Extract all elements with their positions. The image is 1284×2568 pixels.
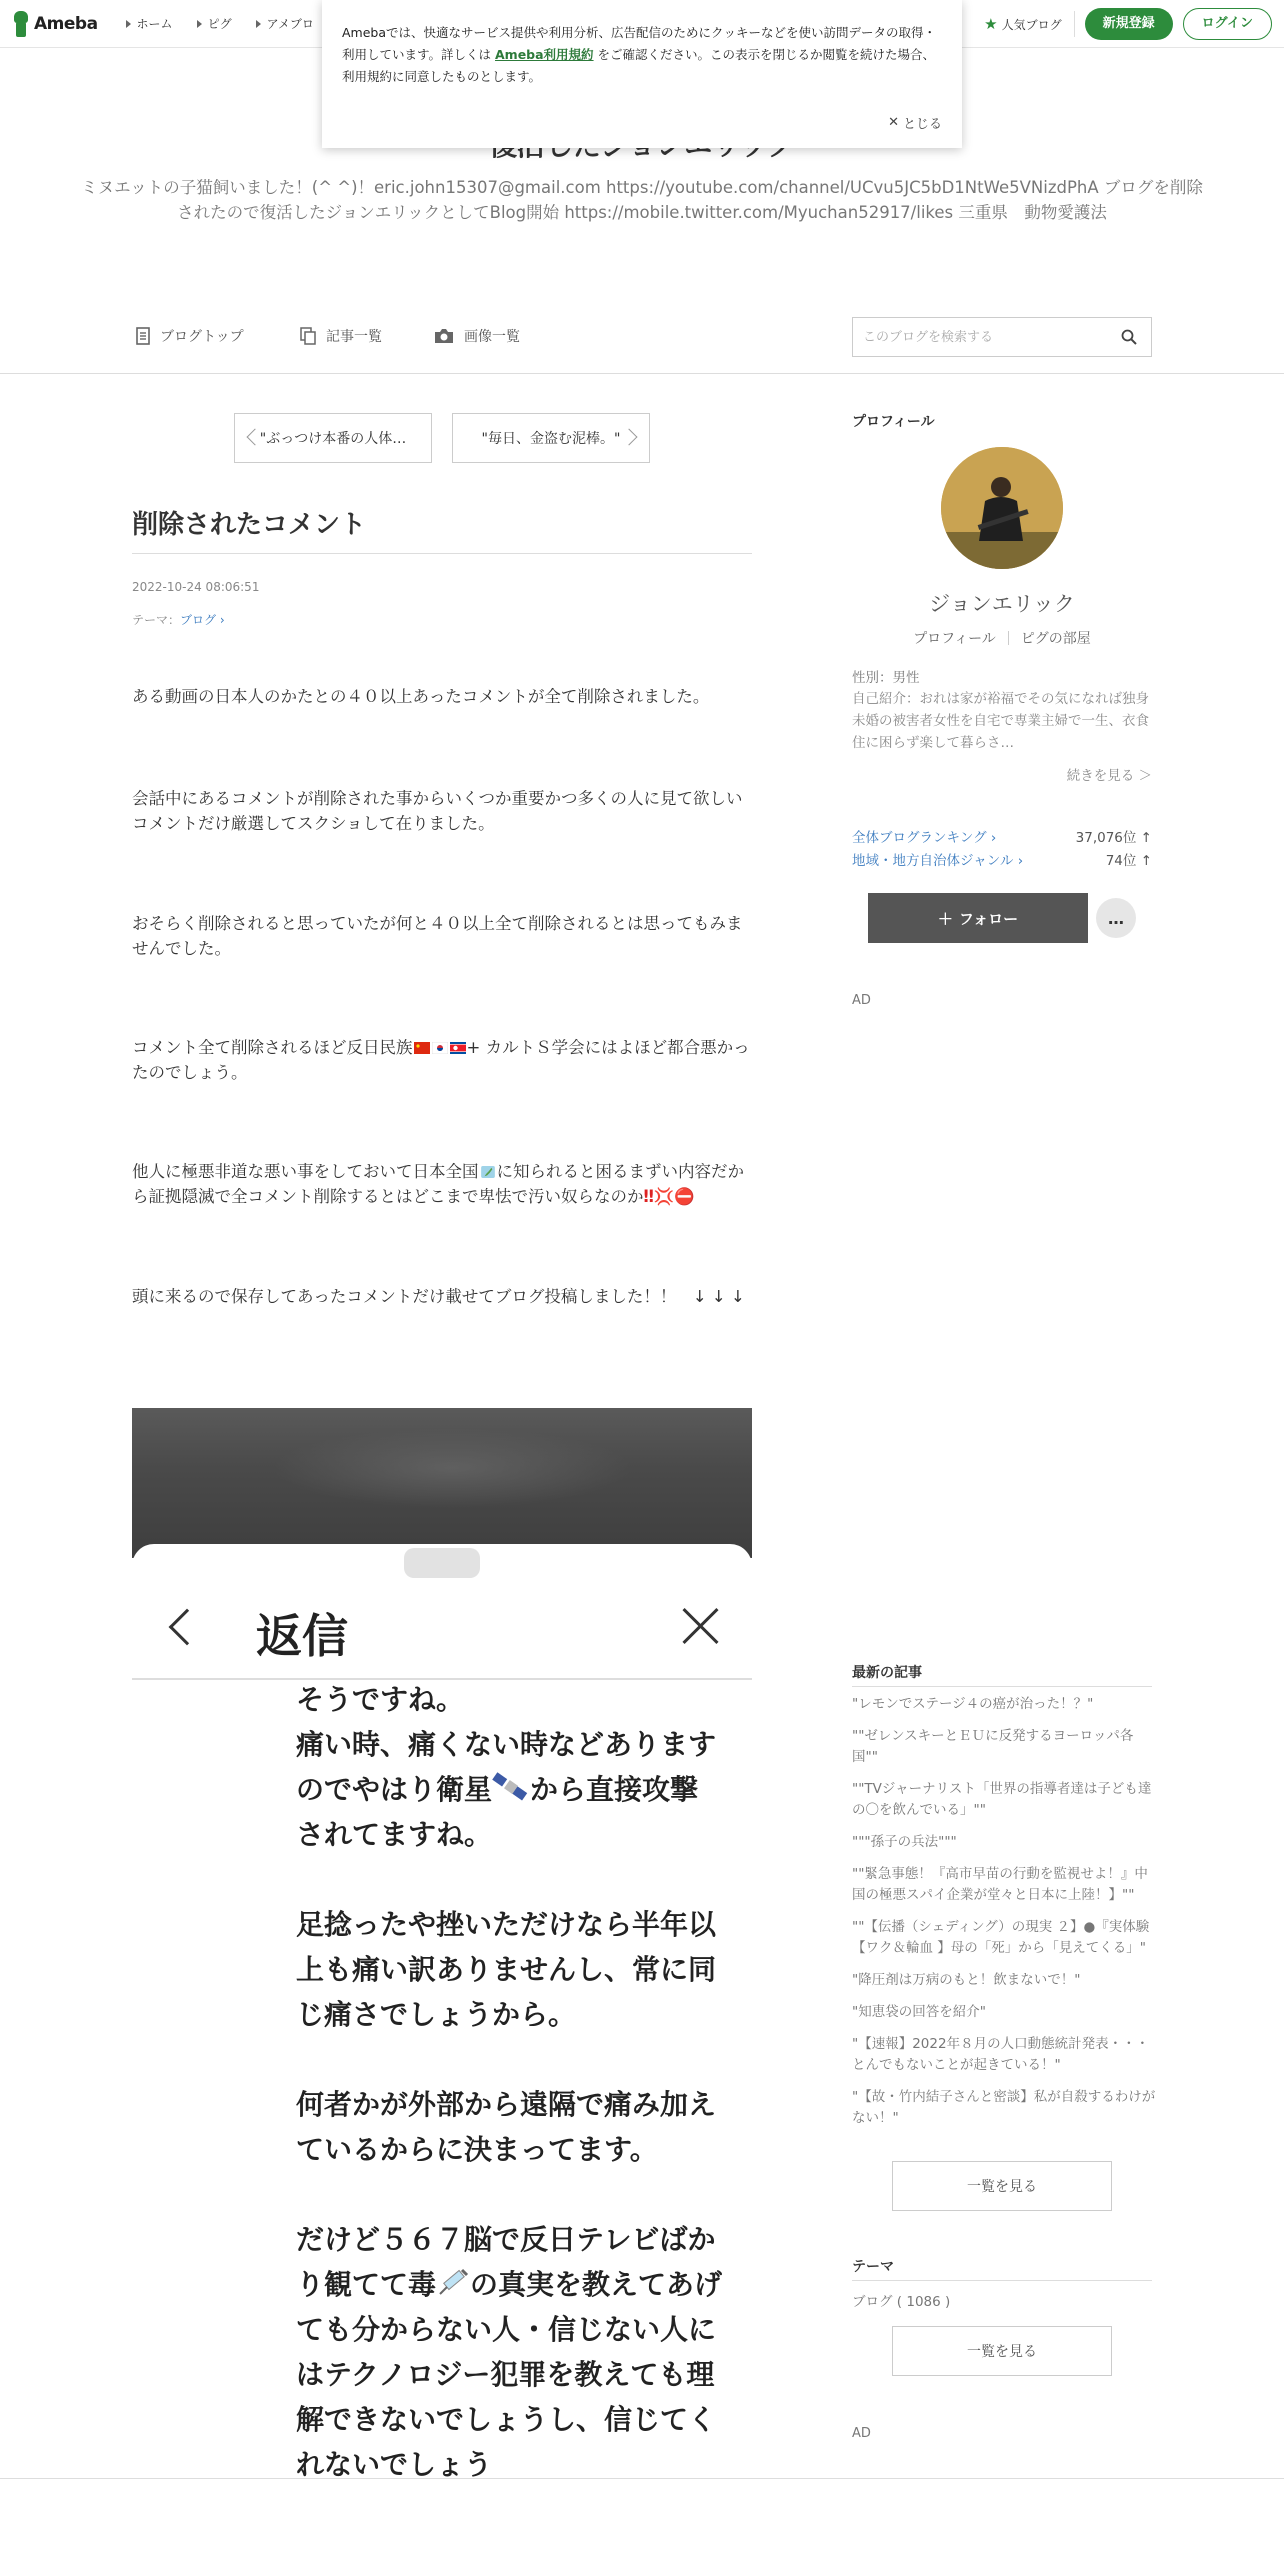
triangle-icon — [197, 20, 202, 28]
article-paragraph: 他人に極悪非道な悪い事をしておいて日本全国 に知られると困るまずい内容だから証拠隠滅で全コメント削除するとはどこまで卑怯で汚い奴らなのか‼💢⛔ — [132, 1162, 744, 1206]
ad-label: AD — [852, 993, 871, 1008]
gnav-link-ameblo[interactable]: アメブロ — [246, 15, 328, 32]
gnav-right — [984, 8, 1272, 40]
article-paragraph: おそらく削除されると思っていたが何と４０以上全て削除されるとは思ってもみませんでした。 — [132, 914, 743, 958]
reply-sheet — [132, 1544, 752, 2478]
theme-heading: テーマ — [852, 2259, 894, 2275]
next-article-button[interactable]: "毎日、金盗む泥棒。" — [452, 413, 650, 463]
login-button[interactable]: ログイン — [1183, 8, 1272, 40]
chevron-right-icon: › — [216, 613, 225, 627]
article-title[interactable]: 削除されたコメント — [132, 510, 367, 540]
back-arrow-icon — [169, 1609, 206, 1646]
recent-article-item[interactable]: ""ゼレンスキーとＥＵに反発するヨーロッパ各国"" — [852, 1728, 1134, 1765]
title-divider — [132, 553, 752, 554]
ameba-logo[interactable] — [12, 11, 98, 37]
recent-article-item[interactable]: "降圧剤は万病のもと！飲まないで！" — [852, 1972, 1081, 1988]
avatar[interactable] — [941, 447, 1063, 569]
profile-intro: 自己紹介：おれは家が裕福でその気になれば独身未婚の被害者女性を自宅で専業主婦で一生、衣食住に困らず楽して暮らさ… — [852, 691, 1149, 751]
double-exclamation-icon: ‼ — [643, 1187, 654, 1206]
prev-article-button[interactable]: "ぶっつけ本番の人体… — [234, 413, 432, 463]
chevron-right-icon: › — [986, 830, 997, 846]
korea-flag-icon — [432, 1042, 448, 1054]
recent-article-item[interactable]: ""緊急事態！『高市早苗の行動を監視せよ！』中国の極悪スパイ企業が堂々と日本に上陸！】"" — [852, 1866, 1148, 1903]
camera-icon — [434, 328, 454, 344]
article-paragraph: 頭に来るので保存してあったコメントだけ載せてブログ投稿しました！！ ↓ ↓ ↓ — [132, 1287, 745, 1306]
recent-article-item[interactable]: "【速報】2022年８月の人口動態統計発表・・・とんでもないことが起きている！" — [852, 2036, 1150, 2073]
chevron-right-icon: › — [1013, 853, 1024, 869]
gnav-link-home[interactable]: ホーム — [116, 15, 187, 32]
recent-article-item[interactable]: """孫子の兵法""" — [852, 1834, 957, 1850]
register-button[interactable]: 新規登録 — [1085, 8, 1173, 40]
terms-link[interactable]: Ameba利用規約 — [495, 47, 594, 62]
article-image[interactable] — [132, 1408, 752, 2478]
theme-link[interactable]: ブログ — [180, 613, 217, 627]
plus-icon: ＋ — [937, 909, 953, 928]
article-paragraph: ある動画の日本人のかたとの４０以上あったコメントが全て削除されました。 — [132, 687, 710, 706]
recent-article-item[interactable]: "知恵袋の回答を紹介" — [852, 2004, 986, 2020]
theme-item[interactable]: ブログ ( 1086 ) — [852, 2294, 951, 2310]
chevron-right-icon — [621, 429, 638, 446]
article-theme: テーマ：ブログ › — [132, 613, 225, 627]
profile-heading: プロフィール — [852, 414, 935, 430]
recent-heading: 最新の記事 — [852, 1665, 922, 1681]
cookie-close-button[interactable]: ✕ とじる — [888, 115, 942, 132]
recent-list-button[interactable]: 一覧を見る — [892, 2161, 1112, 2211]
profile-link[interactable]: プロフィール — [913, 631, 996, 647]
ranking-region[interactable]: 地域・地方自治体ジャンル › 74位 ↑ — [852, 853, 1152, 869]
ranking-all[interactable]: 全体ブログランキング › 37,076位 ↑ — [852, 830, 1152, 846]
article-paragraph: コメント全て削除されるほど反日民族 + カルトＳ学会にはよほど都合悪かったのでしょう。 — [132, 1038, 750, 1082]
no-entry-icon: ⛔ — [674, 1187, 695, 1206]
triangle-icon — [256, 20, 261, 28]
recent-article-item[interactable]: "レモンでステージ４の癌が治った！？" — [852, 1696, 1094, 1712]
anger-icon: 💢 — [653, 1187, 675, 1206]
bottom-divider — [0, 2478, 1284, 2479]
recent-article-item[interactable]: ""【伝播（シェディング）の現実 ２】●『実体験【ワク＆輪血 】母の「死」から「見えてくる」" — [852, 1919, 1150, 1956]
recent-divider — [852, 1686, 1152, 1687]
pig-room-link[interactable]: ピグの部屋 — [1020, 631, 1091, 647]
blog-search — [852, 317, 1152, 357]
profile-sex: 性別：男性 — [852, 670, 920, 686]
article-list-link[interactable]: 記事一覧 — [300, 326, 382, 346]
article-paragraph: 会話中にあるコメントが削除された事からいくつか重要かつ多くの人に見て欲しいコメントだけ厳選してスクショして在りました。 — [132, 789, 743, 833]
triangle-icon — [126, 20, 131, 28]
china-flag-icon — [414, 1042, 430, 1054]
profile-links — [852, 628, 1152, 648]
search-input[interactable] — [863, 330, 1113, 345]
ad-label: AD — [852, 2426, 871, 2441]
ameba-logo-icon — [12, 11, 30, 37]
north-korea-flag-icon — [450, 1042, 466, 1054]
search-icon[interactable] — [1121, 329, 1137, 345]
gnav-links — [116, 15, 328, 32]
blog-top-link[interactable]: ブログトップ — [136, 326, 244, 346]
close-icon — [680, 1606, 720, 1646]
recent-article-item[interactable]: ""TVジャーナリスト「世界の指導者達は子ども達の〇を飲んでいる」"" — [852, 1781, 1152, 1818]
satellite-icon — [492, 1771, 530, 1803]
popular-blog-link[interactable]: ★ 人気ブログ — [984, 11, 1074, 37]
read-more-link[interactable]: 続きを見る ＞ — [1066, 768, 1152, 784]
syringe-icon — [436, 2266, 470, 2298]
cookie-text: Amebaでは、快適なサービス提供や利用分析、広告配信のためにクッキーなどを使い訪問データの取得・利用しています。詳しくは Ameba利用規約 をご確認ください。この表示を閉じるか閲覧を続けた場合、利用規約に同意したものとします。 — [342, 25, 937, 84]
recent-article-item[interactable]: "【故・竹内結子さんと密談】私が自殺するわけがない！" — [852, 2089, 1156, 2126]
star-icon: ★ — [984, 15, 998, 33]
gnav-link-pig[interactable]: ピグ — [187, 15, 246, 32]
copy-icon — [300, 327, 316, 345]
recent-articles-list — [852, 1694, 1157, 2140]
profile-name[interactable]: ジョンエリック — [929, 592, 1075, 616]
reply-comment-text: そうですね。 痛い時、痛くない時などありますのでやはり衛星 から直接攻撃されてますね。 足捻ったや挫いただけなら半年以上も痛い訳ありませんし、常に同じ痛さでしょうから。 何者かが外部から遠隔で痛み加えているからに決まってます。 だけど５６７脳で反日テレビばかり観てて毒 の真実を教えてあげても分からない人・信じない人にはテクノロジー犯罪を教えても理解できないでしょうし、信じてくれないでしょう — [296, 1683, 723, 2478]
document-icon — [136, 327, 150, 345]
avatar-image — [941, 447, 1063, 569]
more-options-button[interactable]: … — [1096, 898, 1136, 938]
japan-map-icon — [480, 1166, 496, 1178]
follow-button[interactable]: ＋ フォロー — [868, 893, 1088, 943]
theme-list-button[interactable]: 一覧を見る — [892, 2326, 1112, 2376]
image-list-link[interactable]: 画像一覧 — [434, 326, 520, 346]
blog-description: ミヌエットの子猫飼いました！(^ ^)！eric.john15307@gmail.com https://youtube.com/channel/UCvu5JC5bD1NtWe5VNizdPhA ブログを削除されたので復活したジョンエリックとしてBlog開始 https://mobile.twitter.com/Myuchan52917/likes 三重県 動物愛護法 — [81, 178, 1203, 222]
theme-divider — [852, 2280, 1152, 2281]
article-date: 2022-10-24 08:06:51 — [132, 580, 260, 594]
sheet-handle — [404, 1548, 480, 1578]
cookie-dialog — [322, 0, 962, 148]
logo-text: Ameba — [34, 13, 98, 34]
close-icon: ✕ — [888, 115, 899, 130]
image-background — [132, 1408, 752, 1558]
reply-title: 返信 — [256, 1609, 348, 1663]
